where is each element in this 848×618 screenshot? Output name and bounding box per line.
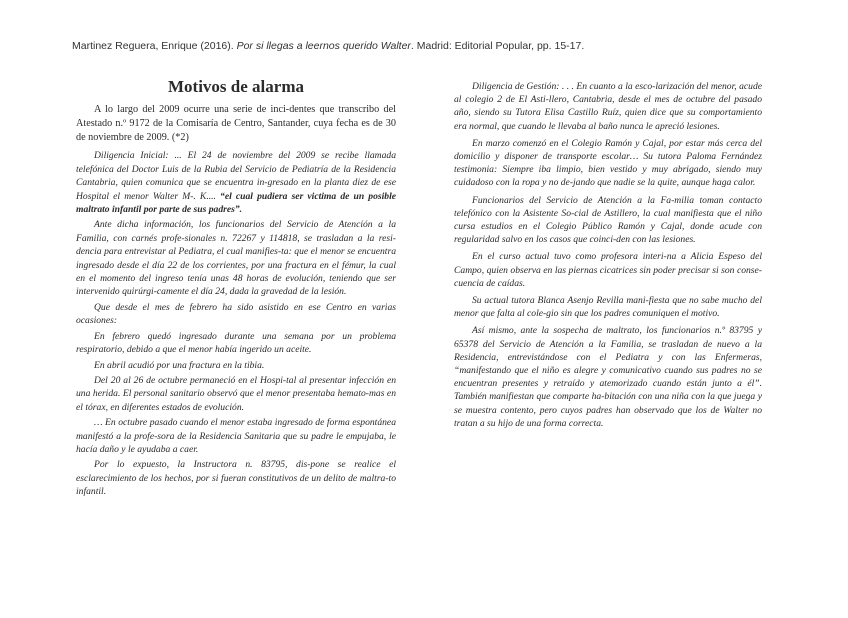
diligencia-inicial-text: Diligencia Inicial: ... El 24 de noviembre del 2009 se recibe llamada telefónica del Doctor Luis de la Rubia del Servicio de Pediatría de la Residencia Cantabria, quien comunica que se encuentra in-gresado en la planta diez de ese Hospital el menor Walter M-. K....: [76, 150, 396, 202]
paragraph-octubre: Del 20 al 26 de octubre permaneció en el Hospi-tal al presentar infección en una herida. El personal sanitario observó que el menor presentaba hemato-mas en el tórax, en diferentes estados de evolución.: [76, 374, 396, 413]
citation-author: Martinez Reguera, Enrique (2016).: [72, 40, 234, 52]
paragraph-diligencia-inicial: [76, 149, 396, 216]
right-column: [454, 80, 762, 434]
paragraph-marzo: En marzo comenzó en el Colegio Ramón y Cajal, por estar más cerca del domicilio y disponer de transporte escolar… Su tutora Paloma Fernández testimonia: Siempre iba limpio, bien vestido y muy abrigado, siendo muy cuidadoso con la ropa y no de-jando que nadie se la quite, aunque haga calor.: [454, 137, 762, 189]
paragraph-profesora: … En octubre pasado cuando el menor estaba ingresado de forma espontánea manifestó a la profe-sora de la Residencia Sanitaria que su padre le empujaba, le hacía daño y le ayudaba a caer.: [76, 417, 396, 455]
paragraph-febrero: En febrero quedó ingresado durante una semana por un problema respiratorio, debido a que el menor había ingerido un aceite.: [76, 330, 396, 356]
citation-publisher: . Madrid: Editorial Popular, pp. 15-17.: [410, 40, 585, 52]
section-heading: Motivos de alarma: [168, 77, 304, 96]
paragraph-abril: En abril acudió por una fractura en la tibia.: [94, 359, 265, 371]
paragraph-ocasiones: Que desde el mes de febrero ha sido asistido en ese Centro en varias ocasiones:: [76, 301, 396, 327]
left-column: [76, 77, 397, 501]
citation: [72, 40, 792, 52]
paragraph-asimismo: Así mismo, ante la sospecha de maltrato, los funcionarios n.º 83795 y 65378 del Servicio de Atención a la Familia, se trasladan de nuevo a la Residencia, entrevistándose con el Pediatra y con las Enfermeras, “manifestando que el niño es alegre y comunicativo cuando sus padres no se encuentran presentes y retraído y atemorizado cuando están junto a él”. También manifiestan que comparte ha-bitación con una niña con la que juega y se muestra contento, pero cuyos padres han observado que los de Walter no tratan a su hijo de una forma correcta.: [454, 325, 762, 429]
paragraph-diligencia-gestion: Diligencia de Gestión: . . . En cuanto a la esco-larización del menor, acude al colegio 2 de El Asti-llero, Cantabria, desde el mes de octubre del pasado año, siendo su Tutora Elisa Castillo Ruíz, quien dice que su comportamiento era normal, que cuando le llevaba al baño nunca le apreció lesiones.: [454, 81, 762, 132]
citation-title: Por si llegas a leernos querido Walter: [236, 40, 411, 52]
diligencia-inicial-quote: “el cual pudiera ser victima de un posible maltrato infantil por parte de sus padres”.: [76, 190, 397, 216]
paragraph-profesora-interina: En el curso actual tuvo como profesora interi-na a Alicia Espeso del Campo, quien observa en las piernas cicatrices sin poder precisar si son conse-cuencia de caídas.: [454, 251, 762, 289]
paragraph-tutora-actual: Su actual tutora Blanca Asenjo Revilla mani-fiesta que no sabe mucho del menor que falta al cole-gio sin que los padres comuniquen el motivo.: [454, 295, 762, 320]
intro-paragraph: A lo largo del 2009 ocurre una serie de inci-dentes que transcribo del Atestado n.º 9172 de la Comisaría de Centro, Santander, cuya fecha es de 30 de noviembre de 2009. (*2): [76, 104, 396, 144]
paragraph-expuesto: Por lo expuesto, la Instructora n. 83795, dis-pone se realice el esclarecimiento de los hechos, por si fueran constitutivos de un delito de maltra-to infantil.: [76, 459, 396, 498]
paragraph-asistente-social: Funcionarios del Servicio de Atención a la Fa-milia toman contacto telefónico con la Asistente So-cial de Astillero, la cual manifiesta que el niño cursa estudios en el Colegio Público Ramón y Cajal, donde acude con regularidad salvo en los casos que coinci-den con las lesiones.: [454, 194, 762, 246]
paragraph-informacion: Ante dicha información, los funcionarios del Servicio de Atención a la Familia, con carnés profe-sionales n. 72267 y 114818, se trasladan a la resi-dencia para entrevistar al Pediatra, el cual manifies-ta: que el menor se encuentra ingresado desde el día 22 de los corrientes, por una fractura en el fémur, la cual en el momento del ingreso tenía unas 48 horas de evolución, teniendo que ser intervenido quirúrgi-camente el día 24, dada la gravedad de la lesión.: [76, 219, 396, 298]
